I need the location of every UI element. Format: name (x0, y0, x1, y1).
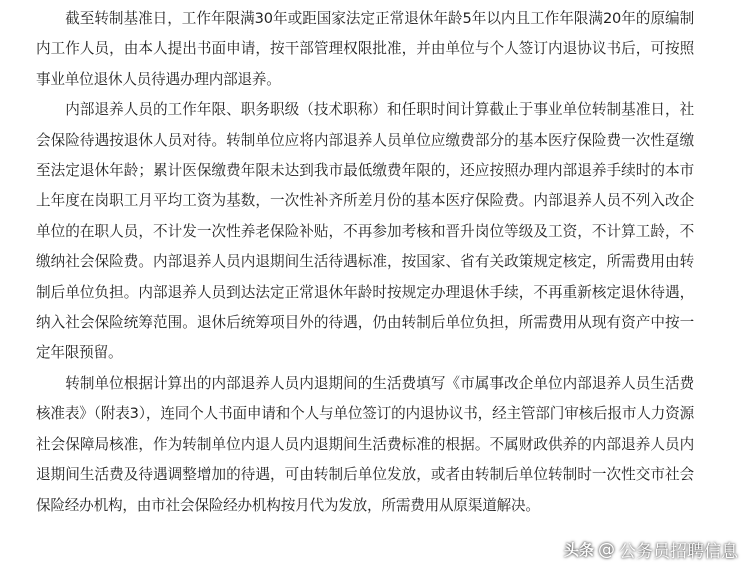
paragraph-1: 截至转制基准日，工作年限满30年或距国家法定正常退休年龄5年以内且工作年限满20年的原编制内工作人员，由本人提出书面申请，按干部管理权限批准，并由单位与个人签订内退协议书后，可按照事业单位退休人员待遇办理内部退养。 (36, 10, 694, 88)
article-body (36, 4, 694, 521)
paragraph-2: 内部退养人员的工作年限、职务职级（技术职称）和任职时间计算截止于事业单位转制基准日，社会保险待遇按退休人员对待。转制单位应将内部退养人员单位应缴费部分的基本医疗保险费一次性趸缴至法定退休年龄；累计医保缴费年限未达到我市最低缴费年限的，还应按照办理内部退养手续时的本市上年度在岗职工月平均工资为基数，一次性补齐所差月份的基本医疗保险费。内部退养人员不列入改企单位的在职人员，不计发一次性养老保险补贴，不再参加考核和晋升岗位等级及工资，不计算工龄，不缴纳社会保险费。内部退养人员内退期间生活待遇标准，按国家、省有关政策规定核定，所需费用由转制后单位负担。内部退养人员到达法定正常退休年龄时按规定办理退休手续，不再重新核定退休待遇，纳入社会保险统筹范围。退休后统筹项目外的待遇，仍由转制后单位负担，所需费用从现有资产中按一定年限预留。 (36, 101, 694, 362)
paragraph-3: 转制单位根据计算出的内部退养人员内退期间的生活费填写《市属事改企单位内部退养人员生活费核准表》（附表3），连同个人书面申请和个人与单位签订的内退协议书，经主管部门审核后报市人力资源社会保障局核准，作为转制单位内退人员内退期间生活费标准的根据。不属财政供养的内部退养人员内退期间生活费及待遇调整增加的待遇，可由转制后单位发放，或者由转制后单位转制时一次性交市社会保险经办机构，由市社会保险经办机构按月代为发放，所需费用从原渠道解决。 (36, 374, 694, 514)
at-sign: @ (598, 539, 615, 560)
toutiao-watermark (564, 537, 738, 562)
watermark-brand: 头条 (563, 541, 594, 559)
watermark-account: 公务员招聘信息 (619, 542, 738, 562)
